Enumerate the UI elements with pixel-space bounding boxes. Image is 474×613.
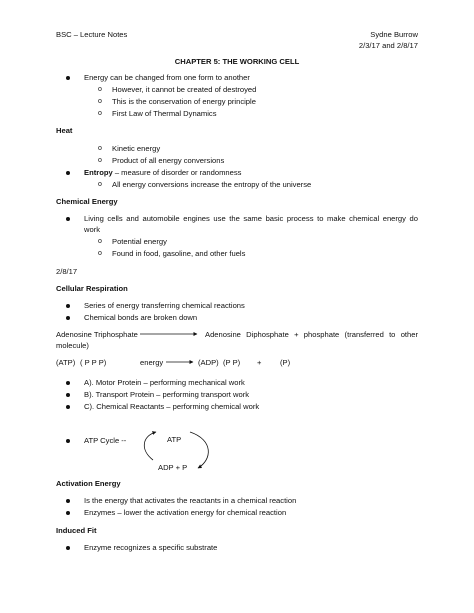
equation-right: Adenosine Diphosphate + phosphate (transferred to other	[205, 330, 418, 339]
respiration-bullet: Series of energy transferring chemical reactions	[84, 301, 245, 310]
entropy-term: Entropy	[84, 168, 113, 177]
entropy-sub-item: All energy conversions increase the entropy of the universe	[112, 180, 312, 189]
chemical-energy-heading: Chemical Energy	[56, 197, 118, 206]
sub-bullet-icon: o	[98, 157, 102, 164]
chemical-energy-bullet-line1: Living cells and automobile engines use the same basic process to make chemical energy do	[84, 214, 418, 223]
sub-bullet-icon: o	[98, 250, 102, 257]
sub-bullet-icon: o	[98, 86, 102, 93]
bullet-icon	[66, 511, 70, 515]
activation-energy-heading: Activation Energy	[56, 479, 121, 488]
heat-sub-item: Product of all energy conversions	[112, 156, 225, 165]
cycle-arrow-right-icon	[190, 432, 208, 468]
induced-fit-bullet: Enzyme recognizes a specific substrate	[84, 543, 218, 552]
energy-sub-item: This is the conservation of energy principle	[112, 97, 256, 106]
chemical-sub-item: Found in food, gasoline, and other fuels	[112, 249, 246, 258]
energy-sub-item: However, it cannot be created of destroyed	[112, 85, 257, 94]
heat-heading: Heat	[56, 126, 73, 135]
sub-bullet-icon: o	[98, 238, 102, 245]
header-author: Sydne Burrow	[370, 30, 418, 39]
abbr-p: (P)	[280, 358, 291, 367]
induced-fit-heading: Induced Fit	[56, 526, 97, 535]
abbr-energy: energy	[140, 358, 164, 367]
work-type-item: A). Motor Protein – performing mechanical work	[84, 378, 245, 387]
work-type-item: C). Chemical Reactants – performing chemical work	[84, 402, 260, 411]
work-type-item: B). Transport Protein – performing transport work	[84, 390, 250, 399]
equation-left: Adenosine Triphosphate	[56, 330, 138, 339]
bullet-icon	[66, 499, 70, 503]
atp-cycle-top: ATP	[167, 435, 182, 444]
sub-bullet-icon: o	[98, 181, 102, 188]
abbr-ppp: ( P P P)	[80, 358, 107, 367]
respiration-bullet: Chemical bonds are broken down	[84, 313, 198, 322]
sub-bullet-icon: o	[98, 98, 102, 105]
header-dates: 2/3/17 and 2/8/17	[358, 41, 418, 50]
energy-change-bullet: Energy can be changed from one form to another	[84, 73, 250, 82]
abbr-adp: (ADP)	[198, 358, 219, 367]
energy-sub-item: First Law of Thermal Dynamics	[112, 109, 217, 118]
chemical-energy-bullet-line2: work	[84, 225, 101, 234]
sub-bullet-icon: o	[98, 145, 102, 152]
abbr-atp: (ATP)	[56, 358, 76, 367]
abbr-pp: (P P)	[223, 358, 241, 367]
equation-continuation: molecule)	[56, 341, 89, 350]
date-label: 2/8/17	[56, 267, 78, 276]
chapter-title: CHAPTER 5: THE WORKING CELL	[174, 57, 300, 66]
entropy-definition: – measure of disorder or randomness	[112, 168, 242, 177]
chemical-sub-item: Potential energy	[112, 237, 167, 246]
activation-bullet: Is the energy that activates the reactants in a chemical reaction	[84, 496, 297, 505]
cellular-respiration-heading: Cellular Respiration	[56, 284, 128, 293]
bullet-icon	[66, 546, 70, 550]
atp-cycle-label: ATP Cycle --	[84, 436, 127, 445]
activation-bullet: Enzymes – lower the activation energy for chemical reaction	[84, 508, 287, 517]
header-course: BSC – Lecture Notes	[56, 30, 128, 39]
sub-bullet-icon: o	[98, 110, 102, 117]
heat-sub-item: Kinetic energy	[112, 144, 161, 153]
cycle-arrow-left-icon	[144, 432, 156, 460]
abbr-plus: +	[257, 358, 262, 367]
atp-cycle-bottom: ADP + P	[158, 463, 188, 472]
